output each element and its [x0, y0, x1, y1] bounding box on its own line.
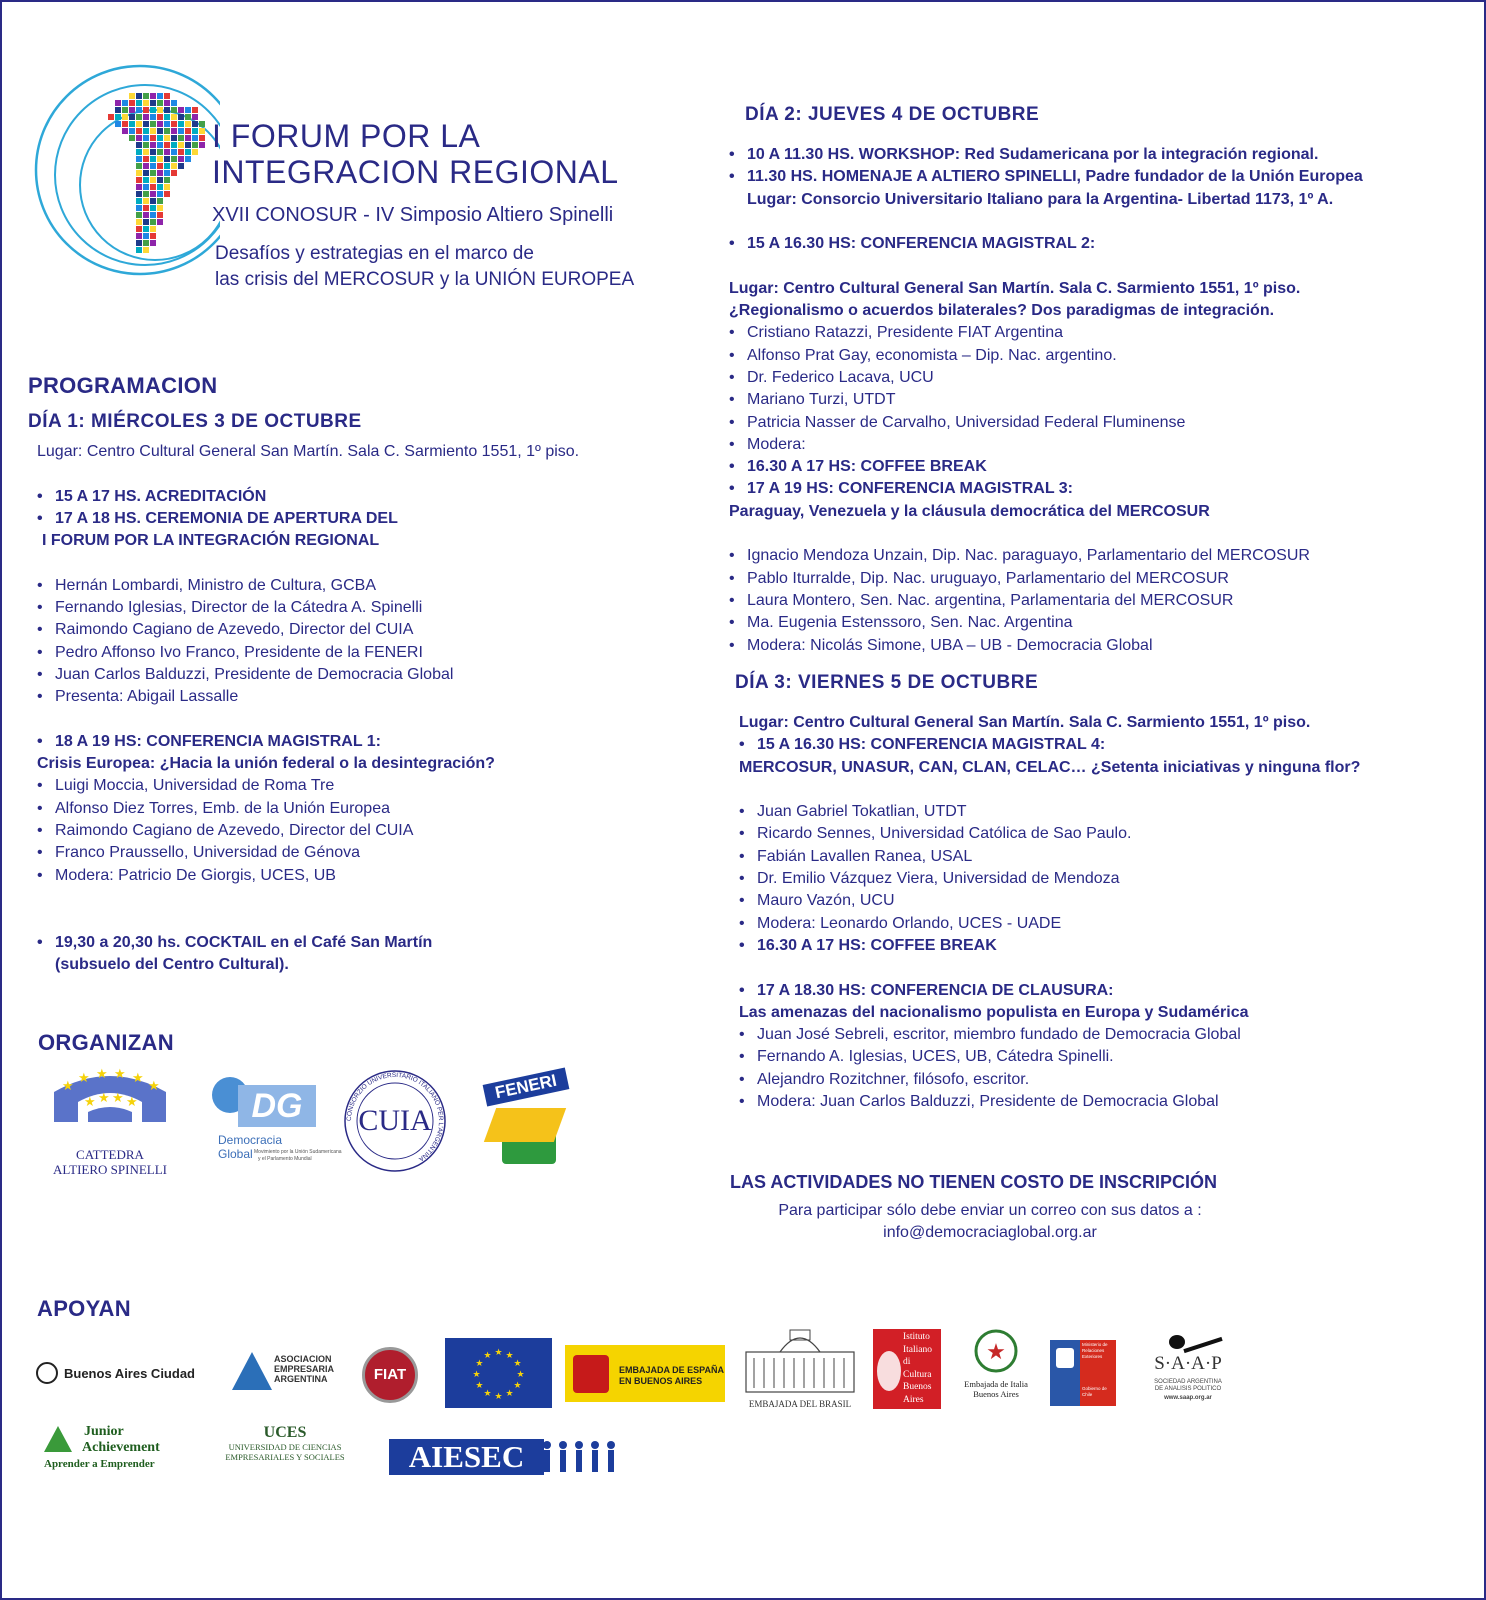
svg-text:★: ★ [132, 1071, 144, 1086]
iic-line: Buenos [903, 1382, 932, 1392]
democracia-global-logo [210, 1075, 342, 1175]
ba-circle-icon [36, 1362, 58, 1384]
list-item: • Modera: Juan Carlos Balduzzi, Presidente de Democracia Global [739, 1091, 1360, 1113]
aea-logo [232, 1346, 342, 1396]
list-item: • Modera: Patricio De Giorgis, UCES, UB [37, 865, 579, 887]
list-item: • Juan José Sebreli, escritor, miembro fundado de Democracia Global [739, 1024, 1360, 1046]
eu-star-icon: ★ [513, 1359, 522, 1369]
registration-info [700, 1200, 1280, 1244]
list-item: • Ricardo Sennes, Universidad Católica de Sao Paulo. [739, 823, 1360, 845]
brasil-building-icon [740, 1322, 860, 1394]
chile-shield-icon [1056, 1348, 1074, 1368]
eu-star-icon: ★ [483, 1350, 492, 1361]
espana-line1: EMBAJADA DE ESPAÑA [619, 1365, 725, 1375]
feneri-mark: FENERI [483, 1068, 570, 1107]
day2-schedule [729, 144, 1363, 657]
svg-text:★: ★ [112, 1091, 124, 1106]
saap-mark: S·A·A·P [1154, 1353, 1222, 1374]
svg-text:★: ★ [126, 1095, 138, 1110]
tagline-line2: las crisis del MERCOSUR y la UNIÓN EUROPEA [215, 269, 635, 290]
eu-flag [445, 1338, 552, 1408]
list-item: • Fernando A. Iglesias, UCES, UB, Cátedra Spinelli. [739, 1046, 1360, 1068]
forum-title-line1: I FORUM POR LA [212, 118, 481, 154]
forum-subtitle: XVII CONOSUR - IV Simposio Altiero Spinelli [212, 204, 614, 226]
aiesec-people-icon [539, 1439, 624, 1475]
saap-line3: www.saap.org.ar [1164, 1395, 1212, 1401]
tagline-line1: Desafíos y estrategias en el marco de [215, 243, 534, 264]
list-item: • Pedro Affonso Ivo Franco, Presidente de la FENERI [37, 642, 579, 664]
organizan-heading: ORGANIZAN [38, 1030, 174, 1055]
list-item: • Fabián Lavallen Ranea, USAL [739, 846, 1360, 868]
eu-star-icon: ★ [505, 1389, 514, 1400]
saap-line1: SOCIEDAD ARGENTINA [1154, 1379, 1222, 1385]
feneri-logo [482, 1068, 582, 1168]
list-item: I FORUM POR LA INTEGRACIÓN REGIONAL [42, 532, 380, 550]
eu-star-icon: ★ [505, 1350, 514, 1361]
eu-star-icon: ★ [483, 1389, 492, 1400]
list-item: • Franco Praussello, Universidad de Génova [37, 842, 579, 864]
iic-line: Cultura [903, 1369, 932, 1380]
list-item: • Pablo Iturralde, Dip. Nac. uruguayo, Parlamentario del MERCOSUR [729, 568, 1363, 590]
iic-line: Italiano [903, 1344, 933, 1355]
dg-sub2: y el Parlamento Mundial [258, 1156, 312, 1162]
dg-mark: DG [238, 1085, 316, 1127]
programacion-heading: PROGRAMACION [28, 373, 218, 398]
forum-title-line2: INTEGRACION REGIONAL [212, 154, 619, 190]
aea-line1: ASOCIACION [274, 1354, 332, 1364]
list-item: • Hernán Lombardi, Ministro de Cultura, GCBA [37, 575, 579, 597]
saap-line2: DE ANALISIS POLITICO [1154, 1386, 1222, 1392]
aiesec-logo [389, 1439, 624, 1475]
chile-line3: Exteriores [1082, 1354, 1103, 1359]
list-item: • Ignacio Mendoza Unzain, Dip. Nac. paraguayo, Parlamentario del MERCOSUR [729, 545, 1363, 567]
svg-text:★: ★ [62, 1079, 74, 1094]
list-item: ¿Regionalismo o acuerdos bilaterales? Dos paradigmas de integración. [729, 302, 1275, 320]
day2-title: DÍA 2: JUEVES 4 DE OCTUBRE [745, 104, 1040, 125]
fiat-logo: FIAT [362, 1347, 418, 1403]
day1-schedule [37, 441, 579, 976]
italia-emblem-icon [956, 1328, 1036, 1374]
embajada-espana-logo [565, 1345, 725, 1402]
list-item: Lugar: Centro Cultural General San Martín. Sala C. Sarmiento 1551, 1º piso. [729, 279, 1301, 297]
svg-text:CONSORZIO UNIVERSITARIO ITALIA: CONSORZIO UNIVERSITARIO ITALIANO PER L'ARGENTINA [345, 1071, 445, 1163]
registration-line: Para participar sólo debe enviar un correo con sus datos a : [778, 1202, 1202, 1219]
registration-email[interactable]: info@democraciaglobal.org.ar [883, 1224, 1097, 1241]
list-item: • 15 A 16.30 HS: CONFERENCIA MAGISTRAL 2: [729, 233, 1363, 255]
uces-logo [210, 1424, 360, 1474]
svg-text:★: ★ [98, 1091, 110, 1106]
eu-star-icon: ★ [475, 1381, 484, 1391]
iic-logo [873, 1329, 941, 1409]
list-item: • 19,30 a 20,30 hs. COCKTAIL en el Café San Martín [37, 932, 579, 954]
eu-star-icon: ★ [494, 1392, 503, 1402]
eu-star-icon: ★ [472, 1370, 481, 1380]
day3-title: DÍA 3: VIERNES 5 DE OCTUBRE [735, 672, 1039, 693]
list-item: • Patricia Nasser de Carvalho, Universidad Federal Fluminense [729, 412, 1363, 434]
day3-schedule [739, 712, 1360, 1113]
list-item: (subsuelo del Centro Cultural). [55, 955, 289, 973]
ja-line2: Achievement [82, 1440, 160, 1455]
ja-line1: Junior [84, 1424, 124, 1439]
catedra-line2: ALTIERO SPINELLI [53, 1162, 167, 1177]
list-item: Crisis Europea: ¿Hacia la unión federal o la desintegración? [37, 755, 495, 773]
espana-line2: EN BUENOS AIRES [619, 1376, 703, 1386]
list-item: • Juan Gabriel Tokatlian, UTDT [739, 801, 1360, 823]
list-item: • Alfonso Diez Torres, Emb. de la Unión Europea [37, 798, 579, 820]
italia-line1: Embajada de Italia [964, 1379, 1028, 1389]
uces-line2: EMPRESARIALES Y SOCIALES [225, 1452, 345, 1462]
list-item: Lugar: Centro Cultural General San Martín. Sala C. Sarmiento 1551, 1º piso. [739, 714, 1311, 731]
list-item: • Modera: Nicolás Simone, UBA – UB - Democracia Global [729, 635, 1363, 657]
registration-headline: LAS ACTIVIDADES NO TIENEN COSTO DE INSCRIPCIÓN [730, 1172, 1218, 1192]
list-item: • Modera: [729, 434, 1363, 456]
svg-text:★: ★ [78, 1071, 90, 1086]
list-item: • Presenta: Abigail Lassalle [37, 686, 579, 708]
list-item: Paraguay, Venezuela y la cláusula democrática del MERCOSUR [729, 502, 1210, 520]
list-item: Las amenazas del nacionalismo populista en Europa y Sudamérica [739, 1003, 1249, 1021]
list-item: • Fernando Iglesias, Director de la Cátedra A. Spinelli [37, 597, 579, 619]
list-item: • Raimondo Cagiano de Azevedo, Director del CUIA [37, 619, 579, 641]
uces-mark: UCES [263, 1424, 307, 1441]
list-item: • 17 A 18.30 HS: CONFERENCIA DE CLAUSURA: [739, 980, 1360, 1002]
aea-triangle-icon [232, 1352, 272, 1390]
list-item: Lugar: Consorcio Universitario Italiano para la Argentina- Libertad 1173, 1º A. [747, 190, 1334, 208]
list-item: • 16.30 A 17 HS: COFFEE BREAK [739, 935, 1360, 957]
chile-line2: Relaciones [1082, 1348, 1105, 1353]
iic-line: Istituto [903, 1332, 930, 1342]
svg-text:★: ★ [84, 1095, 96, 1110]
iic-line: di [903, 1357, 911, 1367]
svg-text:★: ★ [96, 1067, 108, 1082]
chile-line4: Gobierno de Chile [1082, 1386, 1107, 1397]
dg-name: Democracia Global [218, 1133, 283, 1161]
list-item: • 17 A 19 HS: CONFERENCIA MAGISTRAL 3: [729, 478, 1363, 500]
list-item: • Cristiano Ratazzi, Presidente FIAT Argentina [729, 322, 1363, 344]
list-item: • Ma. Eugenia Estenssoro, Sen. Nac. Argentina [729, 612, 1363, 634]
list-item: • 11.30 HS. HOMENAJE A ALTIERO SPINELLI, Padre fundador de la Unión Europea [729, 166, 1363, 188]
svg-text:★: ★ [114, 1067, 126, 1082]
aea-line2: EMPRESARIA [274, 1364, 335, 1374]
catedra-line1: CATTEDRA [76, 1147, 144, 1162]
list-item: • Laura Montero, Sen. Nac. argentina, Parlamentaria del MERCOSUR [729, 590, 1363, 612]
svg-text:★: ★ [986, 1340, 1006, 1365]
iic-line: Aires [903, 1394, 924, 1405]
list-item: • Mariano Turzi, UTDT [729, 389, 1363, 411]
cuia-mark: CUIA [358, 1104, 432, 1137]
embajada-italia-logo [956, 1328, 1036, 1403]
apoyan-heading: APOYAN [37, 1296, 131, 1321]
list-item: • Mauro Vazón, UCU [739, 890, 1360, 912]
aiesec-mark: AIESEC [389, 1439, 544, 1475]
brasil-text: EMBAJADA DEL BRASIL [748, 1399, 852, 1409]
list-item: • 15 A 16.30 HS: CONFERENCIA MAGISTRAL 4: [739, 734, 1360, 756]
south-america-logo [30, 45, 220, 295]
saap-logo [1143, 1333, 1243, 1413]
day1-title: DÍA 1: MIÉRCOLES 3 DE OCTUBRE [28, 411, 362, 432]
list-item: • Dr. Emilio Vázquez Viera, Universidad de Mendoza [739, 868, 1360, 890]
list-item: • 10 A 11.30 HS. WORKSHOP: Red Sudamericana por la integración regional. [729, 144, 1363, 166]
eu-star-icon: ★ [513, 1381, 522, 1391]
chile-line1: Ministerio de [1082, 1342, 1108, 1347]
list-item: • Alejandro Rozitchner, filósofo, escritor. [739, 1069, 1360, 1091]
list-item: • Modera: Leonardo Orlando, UCES - UADE [739, 913, 1360, 935]
ja-line3: Aprender a Emprender [44, 1458, 155, 1470]
list-item: • 16.30 A 17 HS: COFFEE BREAK [729, 456, 1363, 478]
aea-line3: ARGENTINA [274, 1374, 328, 1384]
ja-triangle-icon [44, 1426, 72, 1452]
eu-star-icon: ★ [475, 1359, 484, 1369]
list-item: • 17 A 18 HS. CEREMONIA DE APERTURA DEL [37, 508, 579, 530]
list-item: • Juan Carlos Balduzzi, Presidente de Democracia Global [37, 664, 579, 686]
list-item: • Luigi Moccia, Universidad de Roma Tre [37, 775, 579, 797]
junior-achievement-logo [42, 1424, 192, 1474]
svg-text:★: ★ [148, 1079, 160, 1094]
list-item: • Raimondo Cagiano de Azevedo, Director del CUIA [37, 820, 579, 842]
list-item: • Dr. Federico Lacava, UCU [729, 367, 1363, 389]
eu-star-icon: ★ [494, 1348, 503, 1358]
list-item: • 18 A 19 HS: CONFERENCIA MAGISTRAL 1: [37, 731, 579, 753]
dg-sub1: Movimiento por la Unión Sudamericana [254, 1149, 342, 1155]
list-item: • 15 A 17 HS. ACREDITACIÓN [37, 486, 579, 508]
catedra-spinelli-logo [40, 1062, 180, 1177]
list-item: • Alfonso Prat Gay, economista – Dip. Nac. argentino. [729, 345, 1363, 367]
spain-shield-icon [573, 1355, 609, 1393]
eu-star-icon: ★ [516, 1370, 525, 1380]
ba-text: Buenos Aires Ciudad [64, 1365, 195, 1381]
uces-line1: UNIVERSIDAD DE CIENCIAS [228, 1442, 342, 1452]
day1-venue: Lugar: Centro Cultural General San Martín. Sala C. Sarmiento 1551, 1º piso. [37, 443, 580, 460]
buenos-aires-ciudad-logo [36, 1358, 195, 1388]
italia-line2: Buenos Aires [973, 1389, 1019, 1399]
cancilleria-chile-logo [1050, 1340, 1116, 1406]
cuia-logo [342, 1068, 448, 1174]
embajada-brasil-logo [740, 1322, 860, 1412]
list-item: MERCOSUR, UNASUR, CAN, CLAN, CELAC… ¿Setenta iniciativas y ninguna flor? [739, 758, 1361, 776]
